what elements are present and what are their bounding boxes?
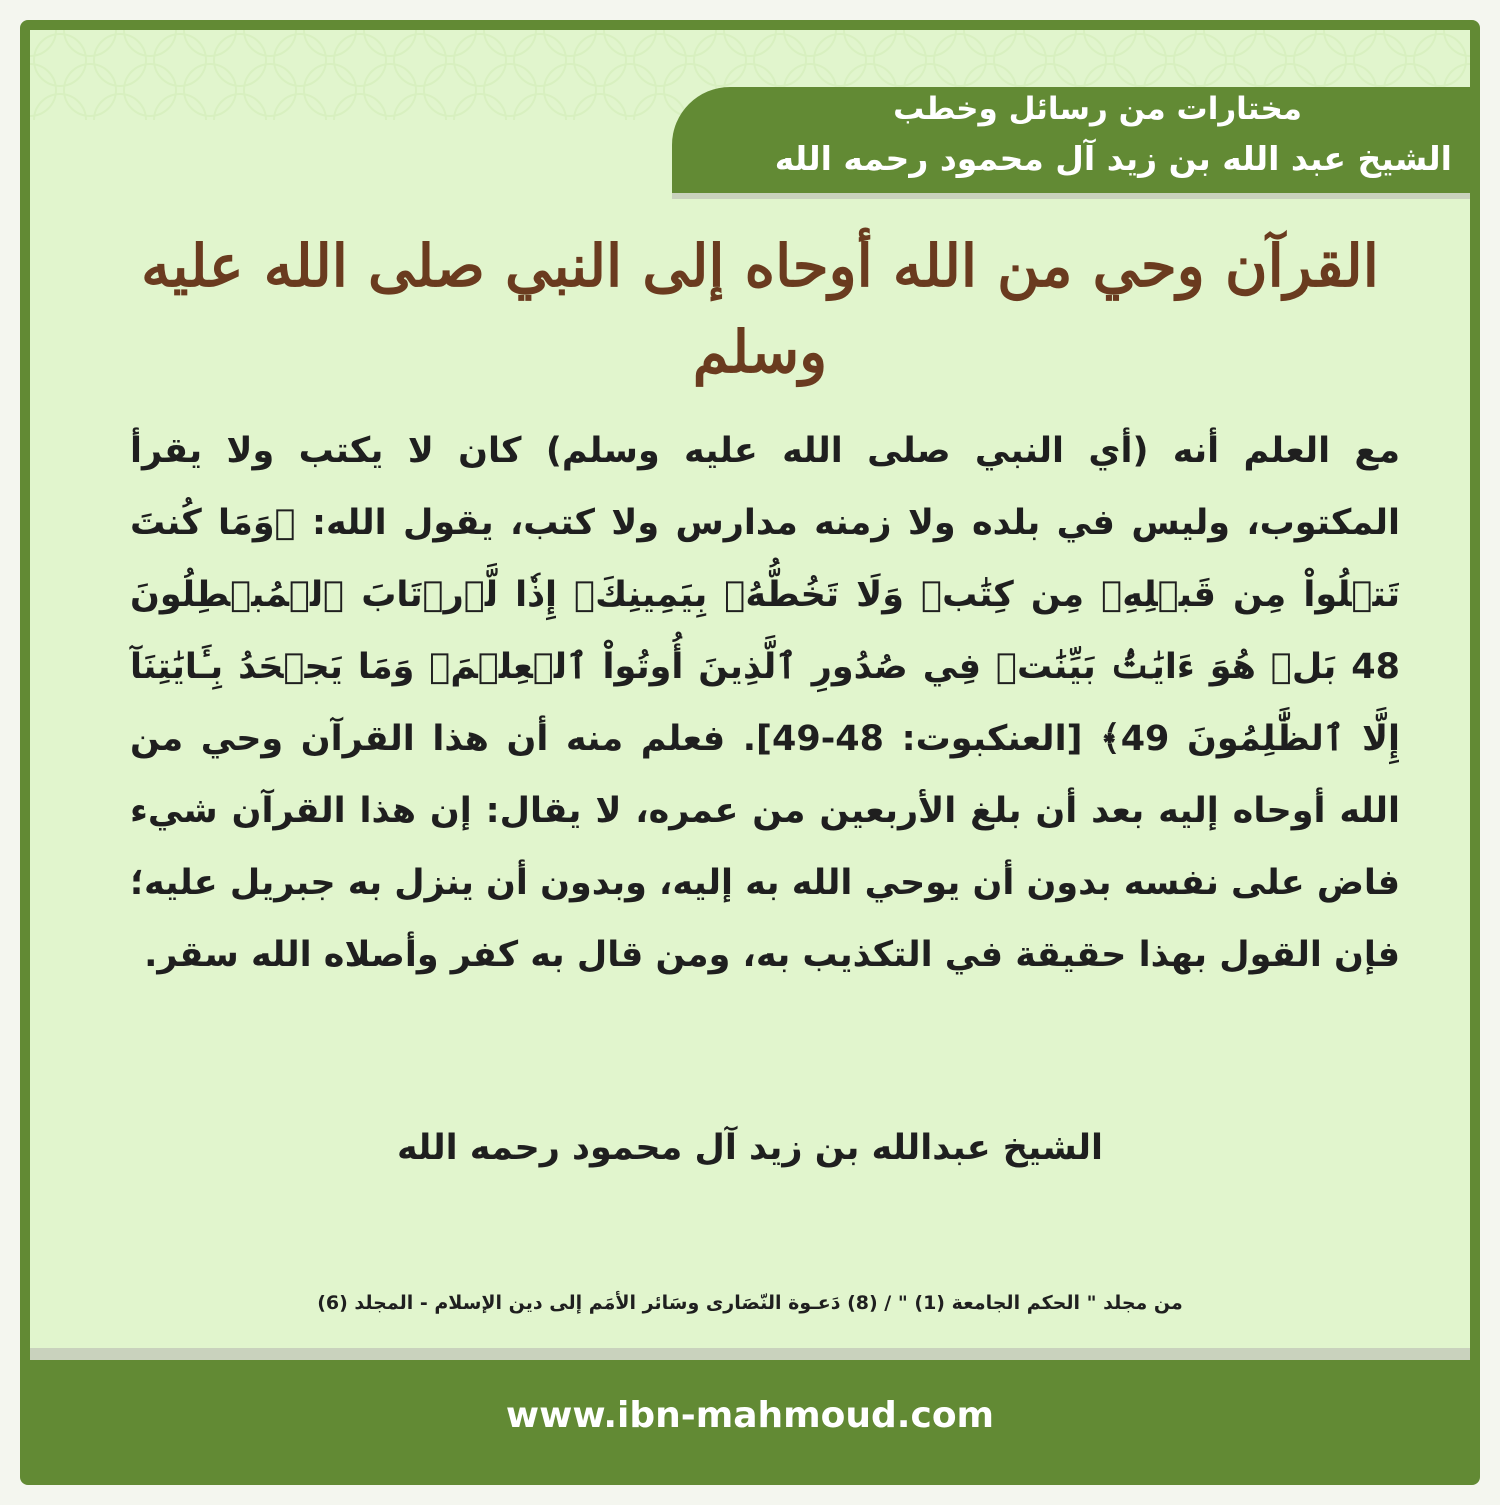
website-link[interactable]: www.ibn-mahmoud.com (505, 1395, 995, 1436)
header-band (672, 87, 1470, 193)
content-panel (30, 30, 1470, 1360)
article-title: القرآن وحي من الله أوحاه إلى النبي صلى الله عليه وسلم (141, 232, 1379, 386)
header-series-title: مختارات من رسائل وخطب (893, 91, 1302, 127)
header-author-name: الشيخ عبد الله بن زيد آل محمود رحمه الله (774, 139, 1452, 178)
source-citation: من مجلد " الحكم الجامعة (1) " / (8) دَعـوة النّصَارى وسَائر الأمَم إلى دين الإسلام - المجلد (6) (317, 1292, 1183, 1314)
panel-bottom-shadow (30, 1348, 1470, 1360)
article-body: مع العلم أنه (أي النبي صلى الله عليه وسلم) كان لا يكتب ولا يقرأ المكتوب، وليس في بلده ولا زمنه مدارس ولا كتب، يقول الله: ﴿وَمَا كُنتَ تَتۡلُواْ مِن قَبۡلِهِۦ مِن كِتَٰبٖ وَلَا تَخُطُّهُۥ بِيَمِينِكَۖ إِذٗا لَّٱرۡتَابَ ٱلۡمُبۡطِلُونَ 48 بَلۡ هُوَ ءَايَٰتُۢ بَيِّنَٰتٞ فِي صُدُورِ ٱلَّذِينَ أُوتُواْ ٱلۡعِلۡمَۚ وَمَا يَجۡحَدُ بِـَٔايَٰتِنَآ إِلَّا ٱلظَّٰلِمُونَ 49﴾ [العنكبوت: 48-49]. فعلم منه أن هذا القرآن وحي من الله أوحاه إليه بعد أن بلغ الأربعين من عمره، لا يقال: إن هذا القرآن شيء فاض على نفسه بدون أن يوحي الله به إليه، وبدون أن ينزل به جبريل عليه؛ فإن القول بهذا حقيقة في التكذيب به، ومن قال به كفر وأصلاه الله سقر. (130, 431, 1400, 975)
author-signature: الشيخ عبدالله بن زيد آل محمود رحمه الله (396, 1128, 1104, 1168)
